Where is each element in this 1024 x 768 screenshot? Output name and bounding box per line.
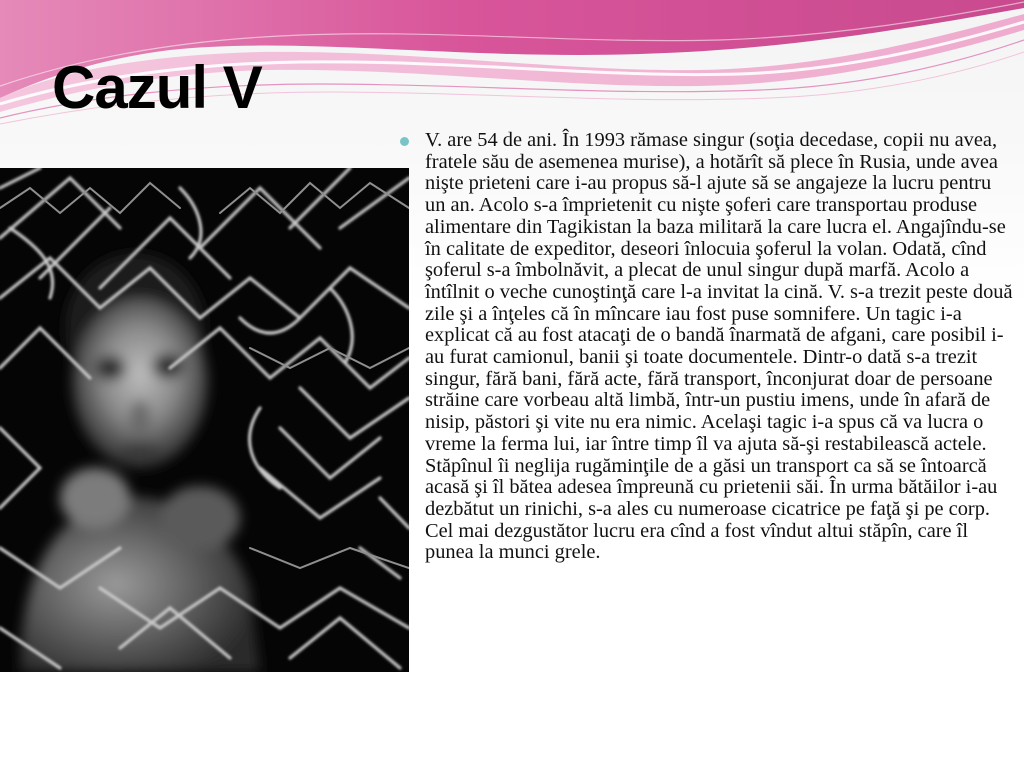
case-description-text: V. are 54 de ani. În 1993 rămase singur (soţia decedase, copii nu avea, fratele său de asemenea murise), a hotărît să plece în Rusia, unde avea nişte prieteni care i-au propus să-l ajute să se angajeze la lucru pentru un an. Acolo s-a împrietenit cu nişte şoferi care transportau produse alimentare din Tagikistan la baza militară la care lucra el. Angajîndu-se în calitate de expeditor, deseori înlocuia şoferul la volan. Odată, cînd şoferul s-a îmbolnăvit, a plecat de unul singur după marfă. Acolo a întîlnit o veche cunoştinţă care l-a invitat la cină. V. s-a trezit peste două zile şi a înţeles că în mîncare iau fost puse somnifere. Un tagic i-a explicat că au fost atacaţi de o bandă înarmată de afgani, care posibil i-au furat camionul, banii şi toate documentele. Dintr-o dată s-a trezit singur, fără bani, fără acte, fără transport, înconjurat doar de persoane străine care vorbeau altă limbă, într-un pustiu imens, unde în afară de nisip, păstori şi vite nu era nimic. Acelaşi tagic i-a spus că va lucra o vreme la ferma lui, iar între timp îl va ajuta să-şi restabilească actele. Stăpînul îi neglija rugăminţile de a găsi un transport ca să se întoarcă acasă şi îl bătea adesea împreună cu prietenii săi. În urma bătăilor i-au dezbătut un rinichi, s-a ales cu numeroase cicatrice pe faţă şi pe corp. Cel mai dezgustător lucru era cînd a fost vîndut altui stăpîn, care îl punea la munci grele. — [425, 129, 1013, 564]
fence-photo — [0, 168, 409, 672]
slide-content — [396, 130, 1014, 564]
bullet-icon — [400, 137, 409, 146]
bullet-item — [396, 130, 1014, 564]
slide-title: Cazul V — [52, 54, 262, 121]
